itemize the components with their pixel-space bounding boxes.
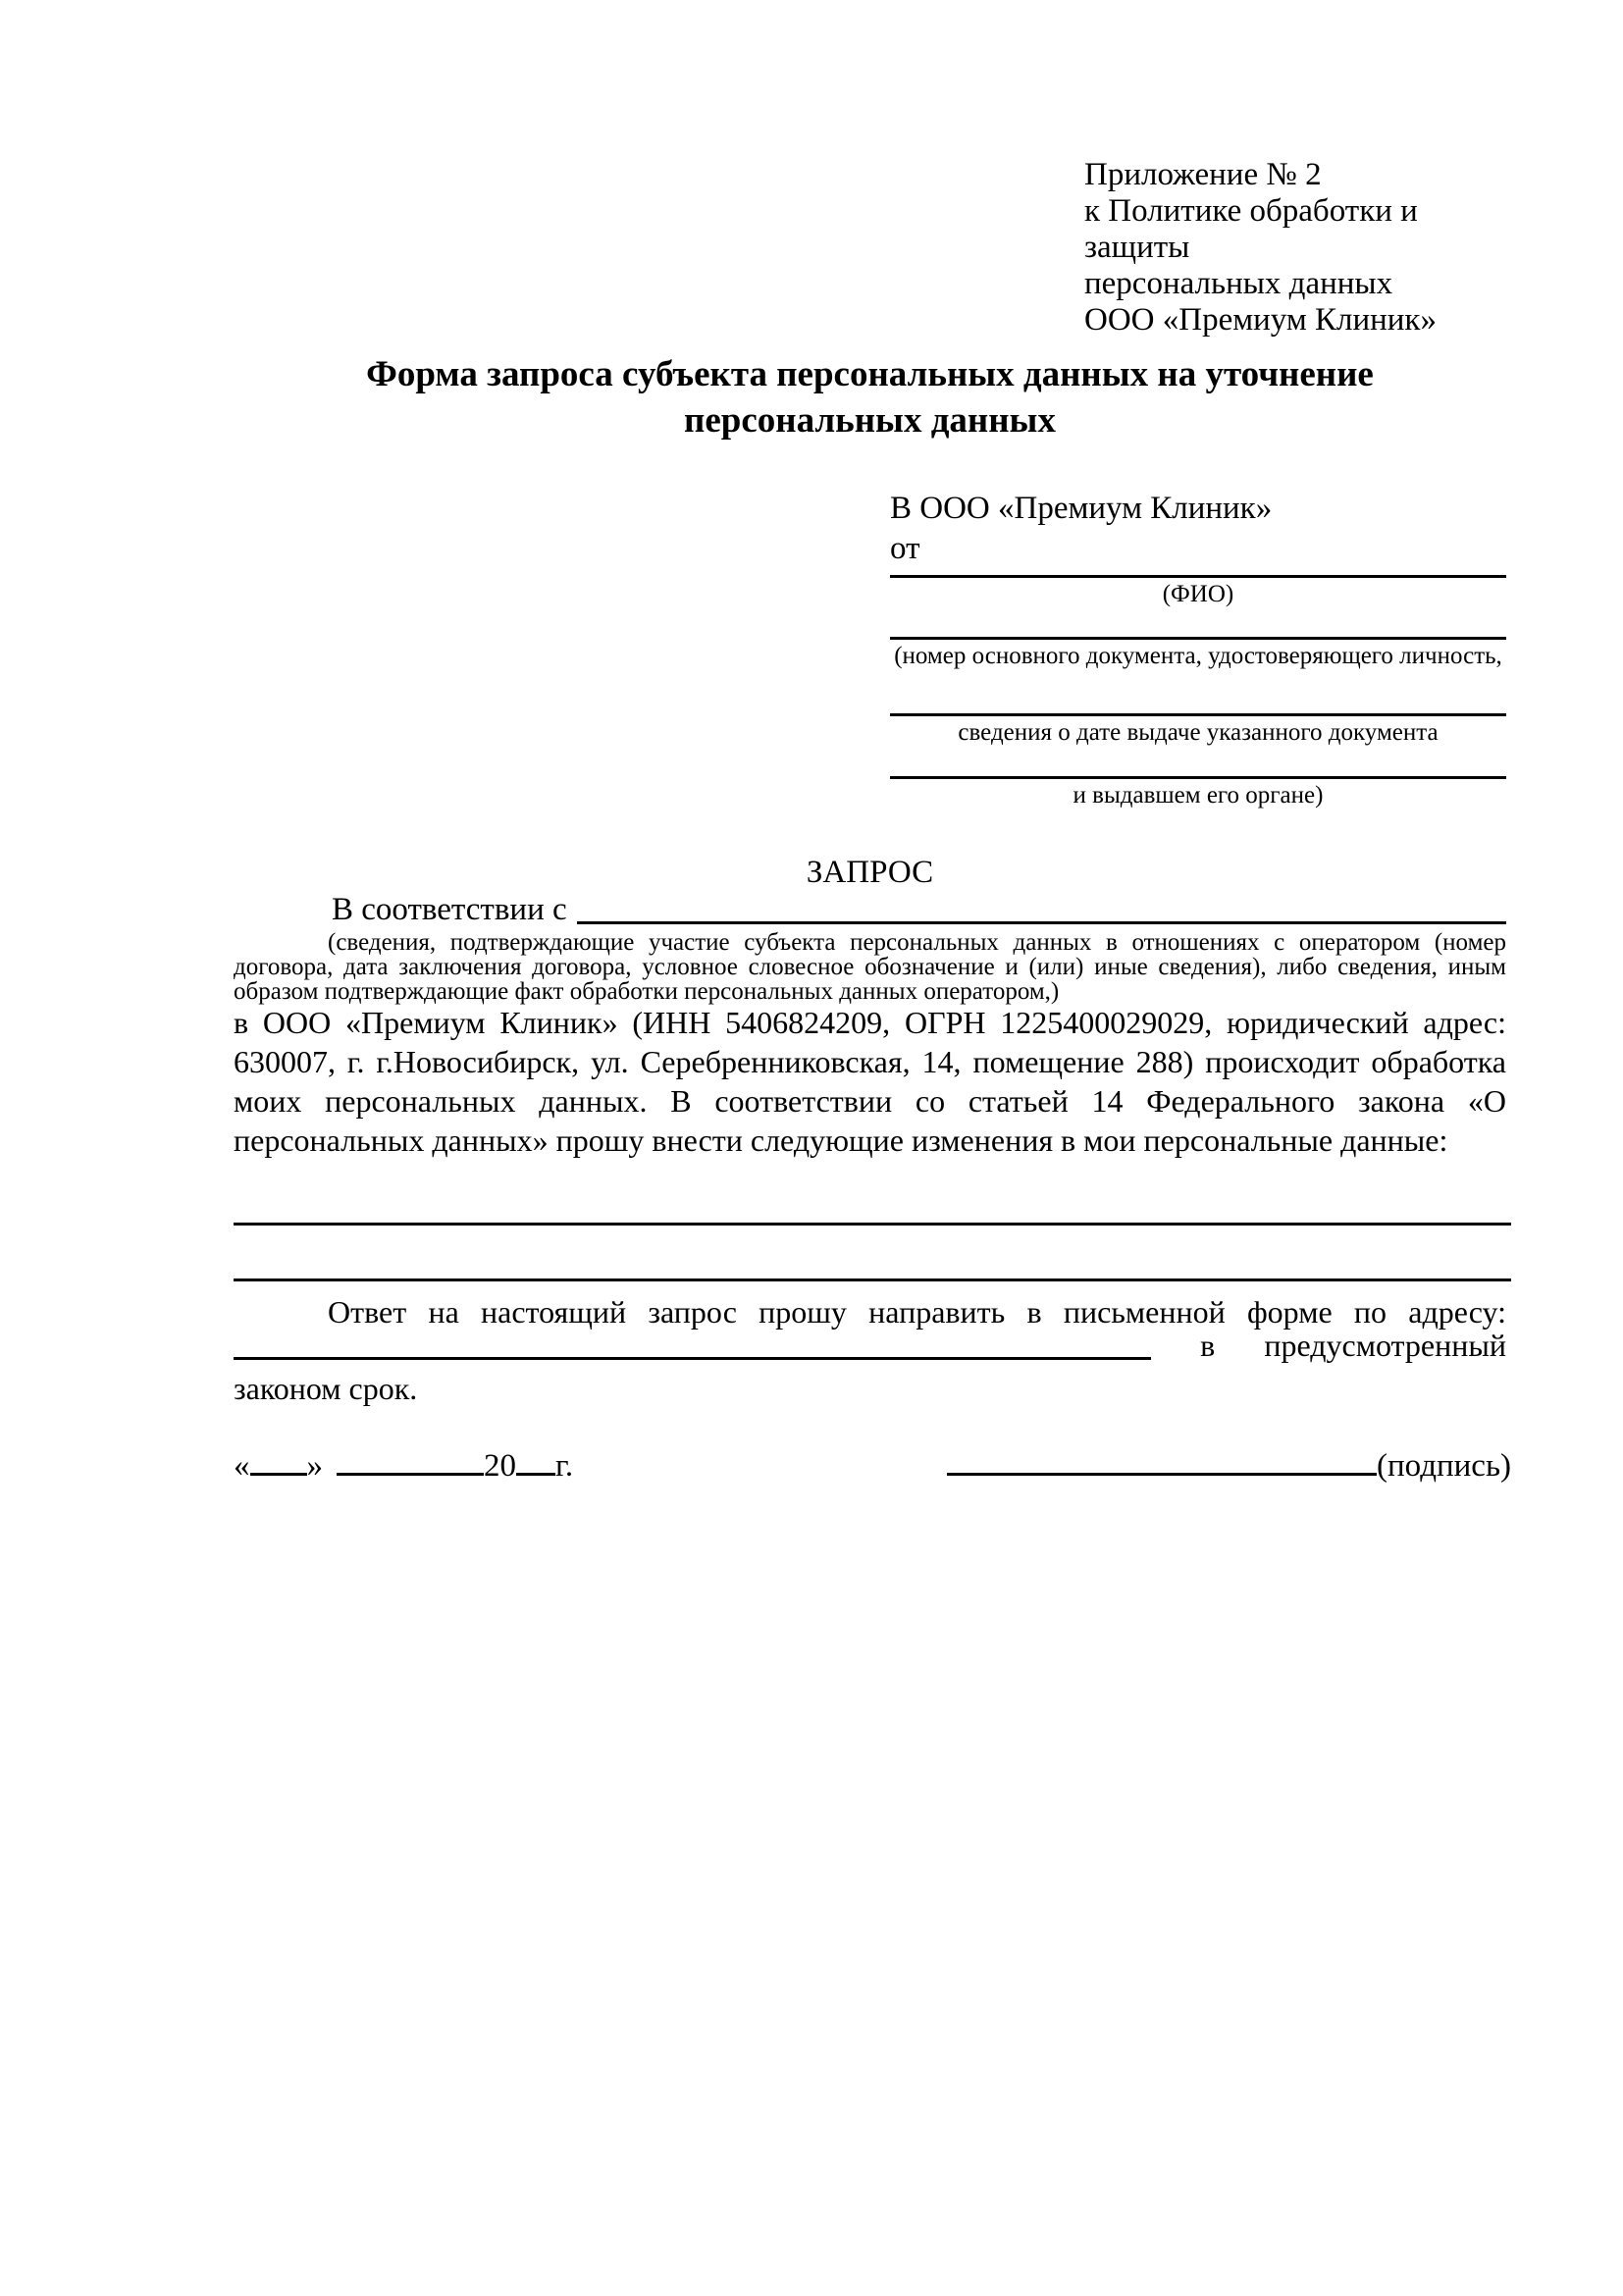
reply-paragraph-line2 <box>234 1327 1506 1364</box>
quote-open: « <box>234 1448 250 1484</box>
request-heading: ЗАПРОС <box>806 855 934 890</box>
issue-date-field-label: сведения о дате выдаче указанного документа <box>958 719 1439 746</box>
request-body: в ООО «Премиум Клиник» (ИНН 5406824209, ОГРН 1225400029029, юридический адрес: 630007, г. г.Новосибирск, ул. Серебренниковская, 14, помещение 288) происходит обработка моих персональных данных. В соответствии со статьей 14 Федерального закона «О персональных данных» прошу внести следующие изменения в мои персональные данные: <box>234 1005 1506 1158</box>
reply-address-blank-line <box>234 1357 1151 1360</box>
changes-blank-line-1 <box>234 1223 1511 1226</box>
date-signature-row <box>234 1446 1511 1486</box>
year-suffix: г. <box>555 1448 574 1484</box>
year-blank <box>516 1469 555 1476</box>
changes-blank-line-2 <box>234 1278 1511 1281</box>
appendix-header-line: ООО «Премиум Клиник» <box>1084 302 1437 338</box>
basis-blank-line <box>577 921 1506 924</box>
quote-close: » <box>306 1448 323 1484</box>
signature-label: (подпись) <box>1377 1448 1511 1484</box>
document-title-line: Форма запроса субъекта персональных данных на уточнение <box>366 354 1374 394</box>
intro-line <box>234 891 1506 928</box>
reply-word: предусмотренный <box>1264 1328 1506 1363</box>
addressee-to: В ООО «Премиум Клиник» <box>890 491 1273 526</box>
reply-paragraph-line3: законом срок. <box>234 1371 418 1406</box>
date-fields <box>234 1446 573 1486</box>
signature-blank-line <box>947 1469 1377 1476</box>
month-blank <box>337 1469 484 1476</box>
document-title-line: персональных данных <box>684 400 1056 441</box>
fine-print-note: (сведения, подтверждающие участие субъекта персональных данных в отношениях с оператором (номер договора, дата заключения договора, условное словесное обозначение и (или) иные сведения), либо сведения, иным образом подтверждающие факт обработки персональных данных оператором,) <box>234 929 1506 1005</box>
addressee-from-label: от <box>890 531 920 566</box>
document-number-blank-line <box>890 637 1506 640</box>
reply-paragraph-line1: Ответ на настоящий запрос прошу направить в письменной форме по адресу: <box>328 1294 1506 1330</box>
fio-field-label: (ФИО) <box>1162 581 1234 607</box>
document-number-field-label: (номер основного документа, удостоверяющего личность, <box>894 643 1502 669</box>
issuing-authority-blank-line <box>890 776 1506 779</box>
reply-word: в <box>1200 1328 1216 1363</box>
addressee-block <box>890 489 1506 809</box>
fio-blank-line <box>890 575 1506 578</box>
intro-prefix: В соответствии с <box>332 892 567 927</box>
appendix-header <box>1084 157 1516 339</box>
signature-fields <box>947 1446 1511 1486</box>
appendix-header-line: Приложение № 2 <box>1084 157 1322 192</box>
day-blank <box>250 1469 307 1476</box>
appendix-header-line: персональных данных <box>1084 266 1393 301</box>
document-title <box>234 351 1506 444</box>
year-prefix: 20 <box>484 1448 516 1484</box>
issuing-authority-field-label: и выдавшем его органе) <box>1073 782 1324 809</box>
issue-date-blank-line <box>890 713 1506 716</box>
appendix-header-line: к Политике обработки и защиты <box>1084 193 1418 265</box>
